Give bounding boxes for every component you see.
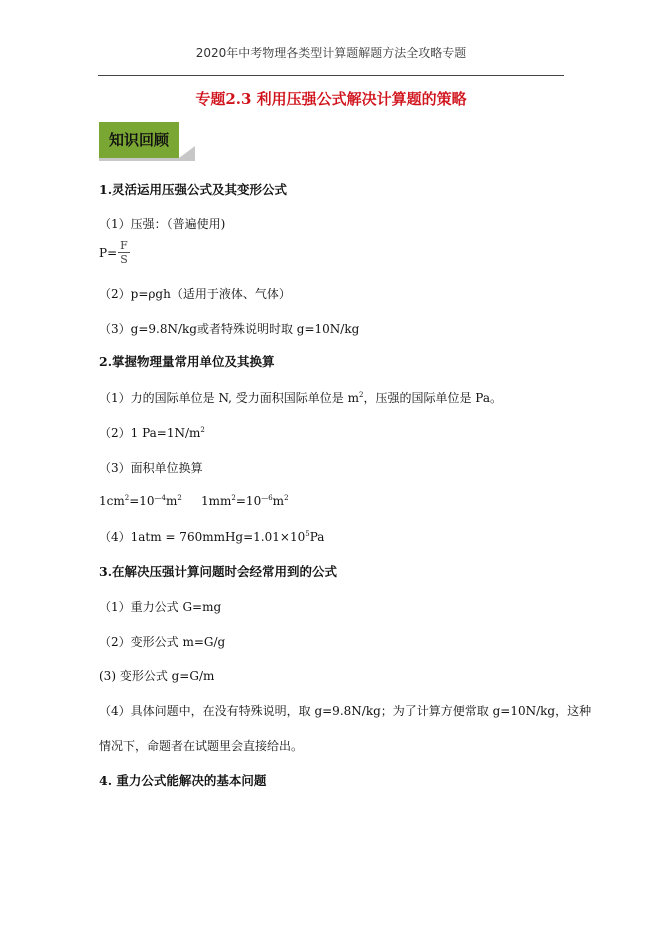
text-line-note-1: （4）具体问题中，在没有特殊说明，取 g=9.8N/kg；为了计算方便常取 g=10N/kg，这种 xyxy=(99,704,592,718)
text-line-g-formula: (3) 变形公式 g=G/m xyxy=(99,669,215,683)
pressure-formula xyxy=(99,240,130,267)
text-line-atm: $(4)1atm = 760mmHg=1.01\times 10^5Pa$ xyxy=(99,530,325,544)
heading-2: 2.掌握物理量常用单位及其换算 xyxy=(99,354,275,369)
heading-3: 3.在解决压强计算问题时会经常用到的公式 xyxy=(99,564,338,579)
text-line-pascal: （2）1 $Pa=1N/m^2$ xyxy=(99,426,205,440)
text-line-g-value: （3）g=9.8N/kg或者特殊说明时取 g=10N/kg xyxy=(99,322,360,336)
heading-4: 4. 重力公式能解决的基本问题 xyxy=(99,773,267,788)
text-line-mm2: $1mm^2=10^{—6}m^2$ xyxy=(201,494,289,508)
formula-fraction xyxy=(118,240,130,267)
section-tag-underline xyxy=(99,158,195,161)
text-line-note-2: 情况下，命题者在试题里会直接给出。 xyxy=(99,739,304,753)
text-line-area-conversion: （3）面积单位换算 xyxy=(99,461,203,475)
text-line-si-units: （1）力的国际单位是 N, 受力面积国际单位是 $m^2$，压强的国际单位是 Pa。 xyxy=(99,391,502,405)
text-line-gravity-formula: （1）重力公式 G=mg xyxy=(99,600,222,614)
text-line-liquid-pressure: （2）p=ρgh（适用于液体、气体） xyxy=(99,287,291,301)
heading-1: 1.灵活运用压强公式及其变形公式 xyxy=(99,182,288,197)
document-title: 专题2.3 利用压强公式解决计算题的策略 xyxy=(195,90,467,108)
text-line-pressure: （1）压强：（普遍使用) xyxy=(99,217,226,231)
page-header: 2020年中考物理各类型计算题解题方法全攻略专题 xyxy=(195,46,467,60)
header-rule xyxy=(98,75,564,76)
formula-numerator: F xyxy=(120,239,128,252)
formula-lhs: P= xyxy=(99,246,118,260)
section-tag-shadow xyxy=(179,146,195,158)
section-tag-knowledge-review: 知识回顾 xyxy=(99,122,179,158)
text-line-mass-formula: （2）变形公式 m=G/g xyxy=(99,635,226,649)
formula-denominator: S xyxy=(120,253,128,266)
text-line-cm2: $1cm^2=10^{—4}m^2$ xyxy=(99,494,182,508)
